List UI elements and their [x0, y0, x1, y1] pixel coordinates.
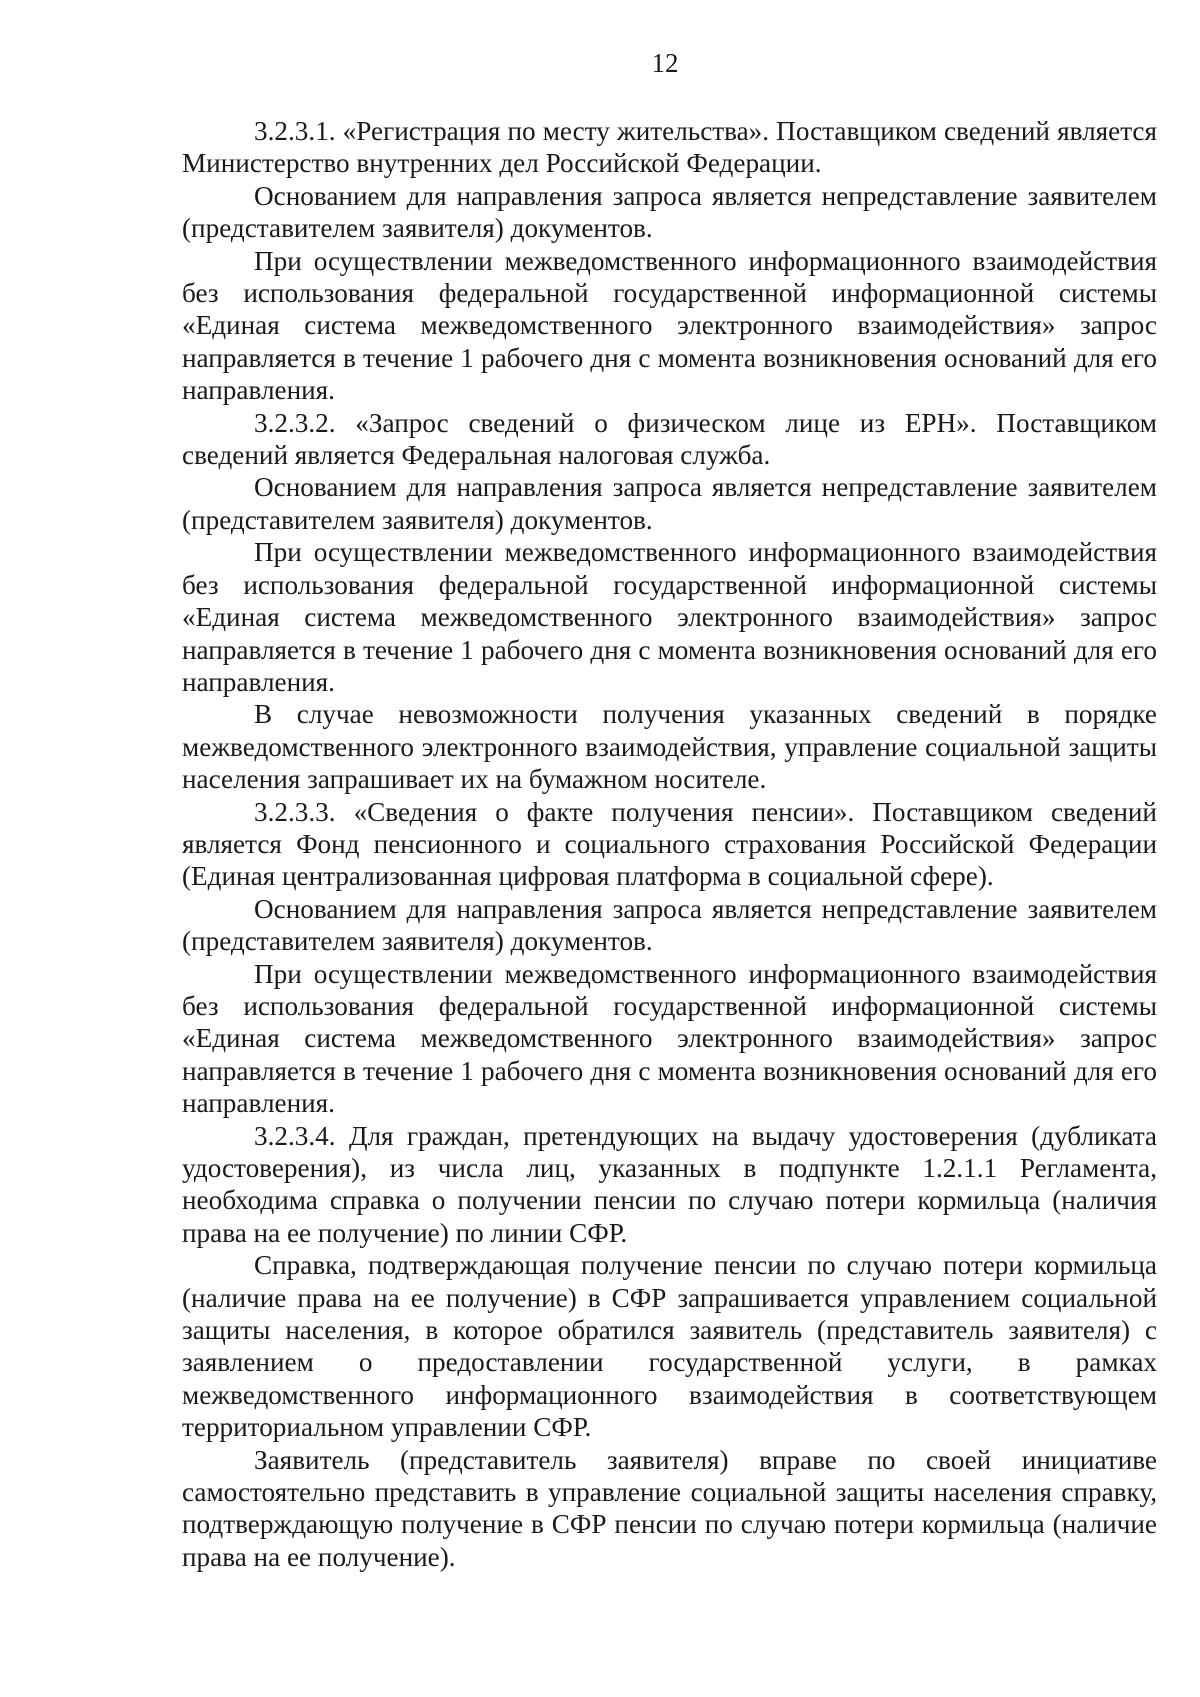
- paragraph-basis-request: Основанием для направления запроса является непредставление заявителем (представителем заявителя) документов.: [182, 180, 1157, 244]
- paragraph-3-2-3-4: 3.2.3.4. Для граждан, претендующих на выдачу удостоверения (дубликата удостоверения), из числа лиц, указанных в подпункте 1.2.1.1 Регламента, необходима справка о получении пенсии по случаю потери кормильца (наличия права на ее получение) по линии СФР.: [182, 1120, 1157, 1248]
- paragraph-3-2-3-2: 3.2.3.2. «Запрос сведений о физическом лице из ЕРН». Поставщиком сведений является Федеральная налоговая служба.: [182, 407, 1157, 471]
- paragraph-pension-certificate: Справка, подтверждающая получение пенсии по случаю потери кормильца (наличие права на ее получение) в СФР запрашивается управлением социальной защиты населения, в которое обратился заявитель (представитель заявителя) с заявлением о предоставлении государственной услуги, в рамках межведомственного информационного взаимодействия в соответствующем территориальном управлении СФР.: [182, 1250, 1157, 1443]
- paragraph-interaction-term: При осуществлении межведомственного информационного взаимодействия без использования федеральной государственной информационной системы «Единая система межведомственного электронного взаимодействия» запрос направляется в течение 1 рабочего дня с момента возникновения оснований для его направления.: [182, 537, 1157, 697]
- paragraph-basis-request: Основанием для направления запроса является непредставление заявителем (представителем заявителя) документов.: [182, 472, 1157, 535]
- paragraph-applicant-right: Заявитель (представитель заявителя) вправе по своей инициативе самостоятельно представить в управление социальной защиты населения справку, подтверждающую получение в СФР пенсии по случаю потери кормильца (наличие права на ее получение).: [182, 1444, 1157, 1572]
- paragraph-basis-request: Основанием для направления запроса является непредставление заявителем (представителем заявителя) документов.: [182, 893, 1157, 957]
- paragraph-interaction-term: При осуществлении межведомственного информационного взаимодействия без использования федеральной государственной информационной системы «Единая система межведомственного электронного взаимодействия» запрос направляется в течение 1 рабочего дня с момента возникновения оснований для его направления.: [182, 958, 1157, 1119]
- paragraph-3-2-3-1: 3.2.3.1. «Регистрация по месту жительства». Поставщиком сведений является Министерство внутренних дел Российской Федерации.: [182, 116, 1157, 179]
- paragraph-3-2-3-3: 3.2.3.3. «Сведения о факте получения пенсии». Поставщиком сведений является Фонд пенсионного и социального страхования Российской Федерации (Единая централизованная цифровая платформа в социальной сфере).: [182, 796, 1157, 892]
- page-number: 12: [651, 48, 679, 78]
- document-body: [182, 115, 1157, 1573]
- paragraph-interaction-term: При осуществлении межведомственного информационного взаимодействия без использования федеральной государственной информационной системы «Единая система межведомственного электронного взаимодействия» запрос направляется в течение 1 рабочего дня с момента возникновения оснований для его направления.: [182, 245, 1157, 406]
- paragraph-paper-request: В случае невозможности получения указанных сведений в порядке межведомственного электронного взаимодействия, управление социальной защиты населения запрашивает их на бумажном носителе.: [182, 699, 1157, 795]
